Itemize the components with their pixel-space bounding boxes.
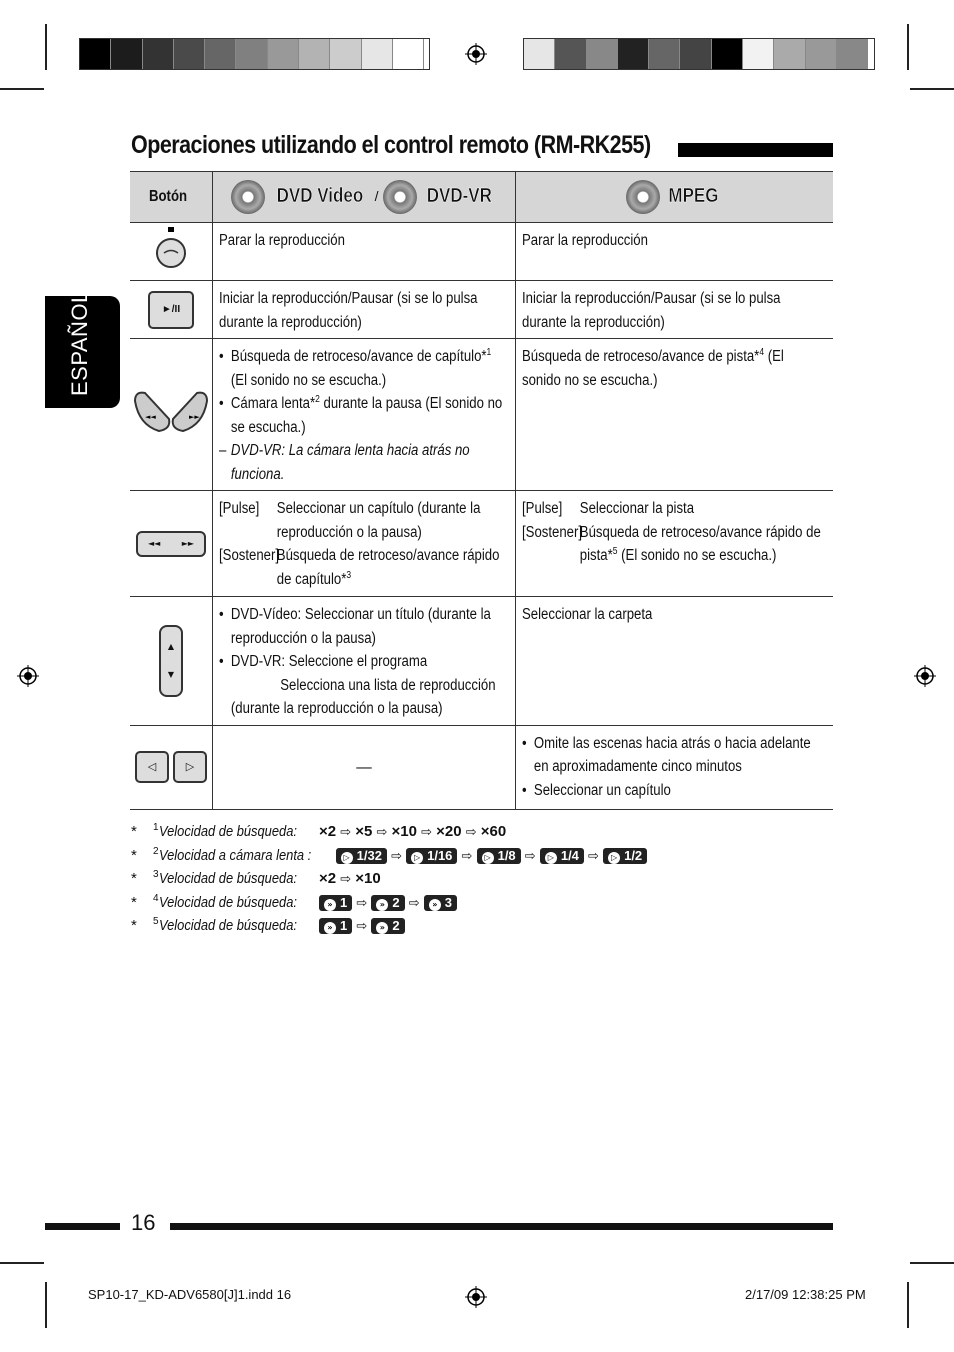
speed-value: ×10 <box>391 823 417 840</box>
page-title: Operaciones utilizando el control remoto (RM-RK255) <box>131 131 651 159</box>
footnote-label: Velocidad de búsqueda: <box>158 893 297 911</box>
footnote-mark: * <box>131 917 137 934</box>
play-pause-button-icon <box>148 291 194 329</box>
color-swatch <box>712 39 743 69</box>
disc-icon <box>383 180 417 214</box>
language-label: ESPAÑOL <box>67 290 92 396</box>
svg-text:◄◄: ◄◄ <box>145 412 156 421</box>
arrow-icon: ⇨ <box>372 825 392 840</box>
svg-text:►►: ►► <box>189 412 200 421</box>
mpeg-description: Parar la reproducción <box>522 232 648 249</box>
slug-file: SP10-17_KD-ADV6580[J]1.indd 16 <box>88 1287 292 1302</box>
color-swatch <box>587 39 618 69</box>
footnote-label: Velocidad a cámara lenta : <box>158 846 311 864</box>
registration-mark-icon <box>465 43 487 65</box>
color-swatch <box>774 39 805 69</box>
dvd-vr-detail: Selecciona una lista de reproducción (durante la reproducción o la pausa) <box>230 676 496 717</box>
dvd-video-logo: DVD Video <box>276 185 364 208</box>
color-swatch <box>555 39 586 69</box>
arrow-icon: ⇨ <box>520 848 540 864</box>
dvd-description: Iniciar la reproducción/Pausar (si se lo pulsa durante la reproducción) <box>219 290 478 331</box>
speed-value: ×2 <box>318 823 337 840</box>
speed-value: ×60 <box>480 823 507 840</box>
key-value-row: [Pulse] Seleccionar un capítulo (durante la reproducción o la pausa) <box>219 500 481 541</box>
footnote-number: 5 <box>153 916 159 927</box>
color-swatch <box>268 39 299 69</box>
arrow-icon: ⇨ <box>404 895 424 911</box>
color-swatch <box>649 39 680 69</box>
fast-forward-icon: » <box>429 899 441 911</box>
arrow-icon: ⇨ <box>417 825 437 840</box>
arrow-icon: ⇨ <box>336 872 356 887</box>
list-item: • DVD-VR: Seleccione el programa <box>231 650 508 674</box>
color-swatch <box>680 39 711 69</box>
fast-forward-icon: » <box>324 922 336 934</box>
table-row <box>130 223 833 281</box>
table-row <box>130 725 833 809</box>
speed-chip <box>424 895 457 911</box>
speed-value: 1/4 <box>560 847 579 863</box>
color-swatch <box>393 39 424 69</box>
color-swatch <box>205 39 236 69</box>
key-value-row: [Sostener] Búsqueda de retroceso/avance rápido de pista*$^5$ (El sonido no se escucha.) <box>522 523 821 564</box>
footnote <box>131 867 381 892</box>
key-value-row: [Sostener] Búsqueda de retroceso/avance rápido de capítulo*$^3$ <box>219 547 500 588</box>
footnote-number: 1 <box>153 822 159 833</box>
color-swatch <box>174 39 205 69</box>
fast-forward-icon: » <box>376 899 388 911</box>
color-calibration-bar-right <box>523 38 875 70</box>
footnote-number: 2 <box>153 845 159 857</box>
up-down-buttons-icon: ▲ ▼ <box>159 625 183 697</box>
color-swatch <box>618 39 649 69</box>
color-swatch <box>837 39 868 69</box>
arrow-icon: ⇨ <box>352 919 372 934</box>
table-header-row <box>130 172 833 223</box>
fast-forward-icon: » <box>324 899 336 911</box>
left-right-buttons-icon: ◁ ▷ <box>130 751 212 783</box>
footnote-mark: * <box>131 823 137 840</box>
header-mpeg <box>516 172 834 223</box>
color-swatch <box>111 39 142 69</box>
footnote <box>131 891 457 916</box>
footnote-mark: * <box>131 893 137 911</box>
dvd-vr-note: – DVD-VR: La cámara lenta hacia atrás no funciona. <box>219 439 507 486</box>
disc-icon <box>626 180 660 214</box>
speed-value: 1/8 <box>497 847 516 863</box>
mpeg-logo: MPEG <box>668 185 719 208</box>
slow-play-icon: ▷ <box>482 852 494 864</box>
footnote-label: Velocidad de búsqueda: <box>158 870 297 887</box>
speed-value: ×10 <box>355 870 381 887</box>
speed-chip <box>406 848 457 864</box>
speed-value: 1/32 <box>356 847 382 863</box>
color-calibration-bar-left <box>79 38 430 70</box>
slow-play-icon: ▷ <box>608 852 620 864</box>
speed-chip <box>371 895 404 911</box>
speed-value: 1/16 <box>427 847 453 863</box>
slow-play-icon: ▷ <box>545 852 557 864</box>
mpeg-description: Seleccionar la carpeta <box>522 606 653 623</box>
speed-chip <box>319 918 352 934</box>
footer-bar-left <box>45 1223 120 1230</box>
language-tab <box>45 290 120 408</box>
color-swatch <box>143 39 174 69</box>
footnote-label: Velocidad de búsqueda: <box>158 917 297 934</box>
fast-forward-icon: » <box>376 922 388 934</box>
list-item: • Búsqueda de retroceso/avance de capítulo*$^1$ (El sonido no se escucha.) <box>231 345 508 392</box>
arrow-icon: ⇨ <box>352 895 372 911</box>
disc-icon <box>231 180 265 214</box>
color-swatch <box>330 39 361 69</box>
page-number: 16 <box>131 1210 156 1235</box>
slug-date: 2/17/09 12:38:25 PM <box>745 1287 866 1302</box>
table-row <box>130 339 833 491</box>
footnote-label: Velocidad de búsqueda: <box>158 823 297 840</box>
header-button: Botón <box>130 172 213 223</box>
arrow-icon: ⇨ <box>461 825 481 840</box>
speed-value: 2 <box>392 918 400 934</box>
footer-bar-right <box>170 1223 833 1230</box>
footnote <box>131 914 405 939</box>
key-value-row: [Pulse] Seleccionar la pista <box>522 500 695 517</box>
remote-operations-table <box>130 171 833 810</box>
speed-chip <box>540 848 584 864</box>
mpeg-description: Búsqueda de retroceso/avance de pista*$^4$ (El sonido no se escucha.) <box>522 346 784 389</box>
footnote-number: 3 <box>153 869 159 880</box>
arrow-icon: ⇨ <box>457 848 477 864</box>
arrow-icon: ⇨ <box>386 848 407 864</box>
slow-play-icon: ▷ <box>341 852 353 864</box>
color-swatch <box>806 39 837 69</box>
slow-play-icon: ▷ <box>411 852 423 864</box>
footnote <box>131 820 506 845</box>
dvd-vr-logo: DVD-VR <box>426 185 492 208</box>
color-swatch <box>362 39 393 69</box>
color-swatch <box>524 39 555 69</box>
speed-chip <box>336 848 387 864</box>
logo-separator: / <box>374 188 379 205</box>
speed-value: ×20 <box>436 823 462 840</box>
registration-mark-icon <box>914 665 936 687</box>
skip-buttons-icon: ◄◄ ►► <box>136 531 206 557</box>
list-item: • Omite las escenas hacia atrás o hacia adelante en aproximadamente cinco minutos <box>534 732 825 779</box>
dvd-description: — <box>356 759 372 777</box>
speed-chip <box>371 918 404 934</box>
speed-value: ×5 <box>355 823 373 840</box>
footnote <box>131 844 647 869</box>
table-row <box>130 491 833 597</box>
speed-chip <box>319 895 352 911</box>
color-swatch <box>80 39 111 69</box>
play-pause-label: ►/II <box>161 303 181 315</box>
color-swatch <box>236 39 267 69</box>
speed-value: 2 <box>392 894 400 910</box>
table-row <box>130 281 833 339</box>
list-item: • Seleccionar un capítulo <box>534 779 825 803</box>
rewind-fastforward-buttons-icon <box>131 387 211 435</box>
title-bar-decoration <box>678 143 833 157</box>
color-swatch <box>743 39 774 69</box>
dvd-description: Parar la reproducción <box>219 232 345 249</box>
registration-mark-icon <box>17 665 39 687</box>
speed-value: 1 <box>339 918 348 934</box>
list-item: • DVD-Vídeo: Seleccionar un título (durante la reproducción o la pausa) <box>231 603 508 650</box>
color-swatch <box>299 39 330 69</box>
footnote-number: 4 <box>153 892 159 904</box>
footnote-mark: * <box>131 870 137 887</box>
footnote-mark: * <box>131 846 137 864</box>
speed-value: ×2 <box>318 870 337 887</box>
table-row <box>130 597 833 726</box>
arrow-icon: ⇨ <box>336 825 356 840</box>
stop-button-icon <box>151 225 191 271</box>
registration-mark-icon <box>465 1286 487 1308</box>
speed-value: 1 <box>339 894 348 910</box>
speed-value: 1/2 <box>624 847 643 863</box>
arrow-icon: ⇨ <box>583 848 604 864</box>
speed-chip <box>477 848 521 864</box>
speed-chip <box>603 848 647 864</box>
mpeg-description: Iniciar la reproducción/Pausar (si se lo pulsa durante la reproducción) <box>522 290 781 331</box>
speed-value: 3 <box>444 894 453 910</box>
header-dvd <box>213 172 516 223</box>
list-item: • Cámara lenta*$^2$ durante la pausa (El sonido no se escucha.) <box>231 392 508 439</box>
